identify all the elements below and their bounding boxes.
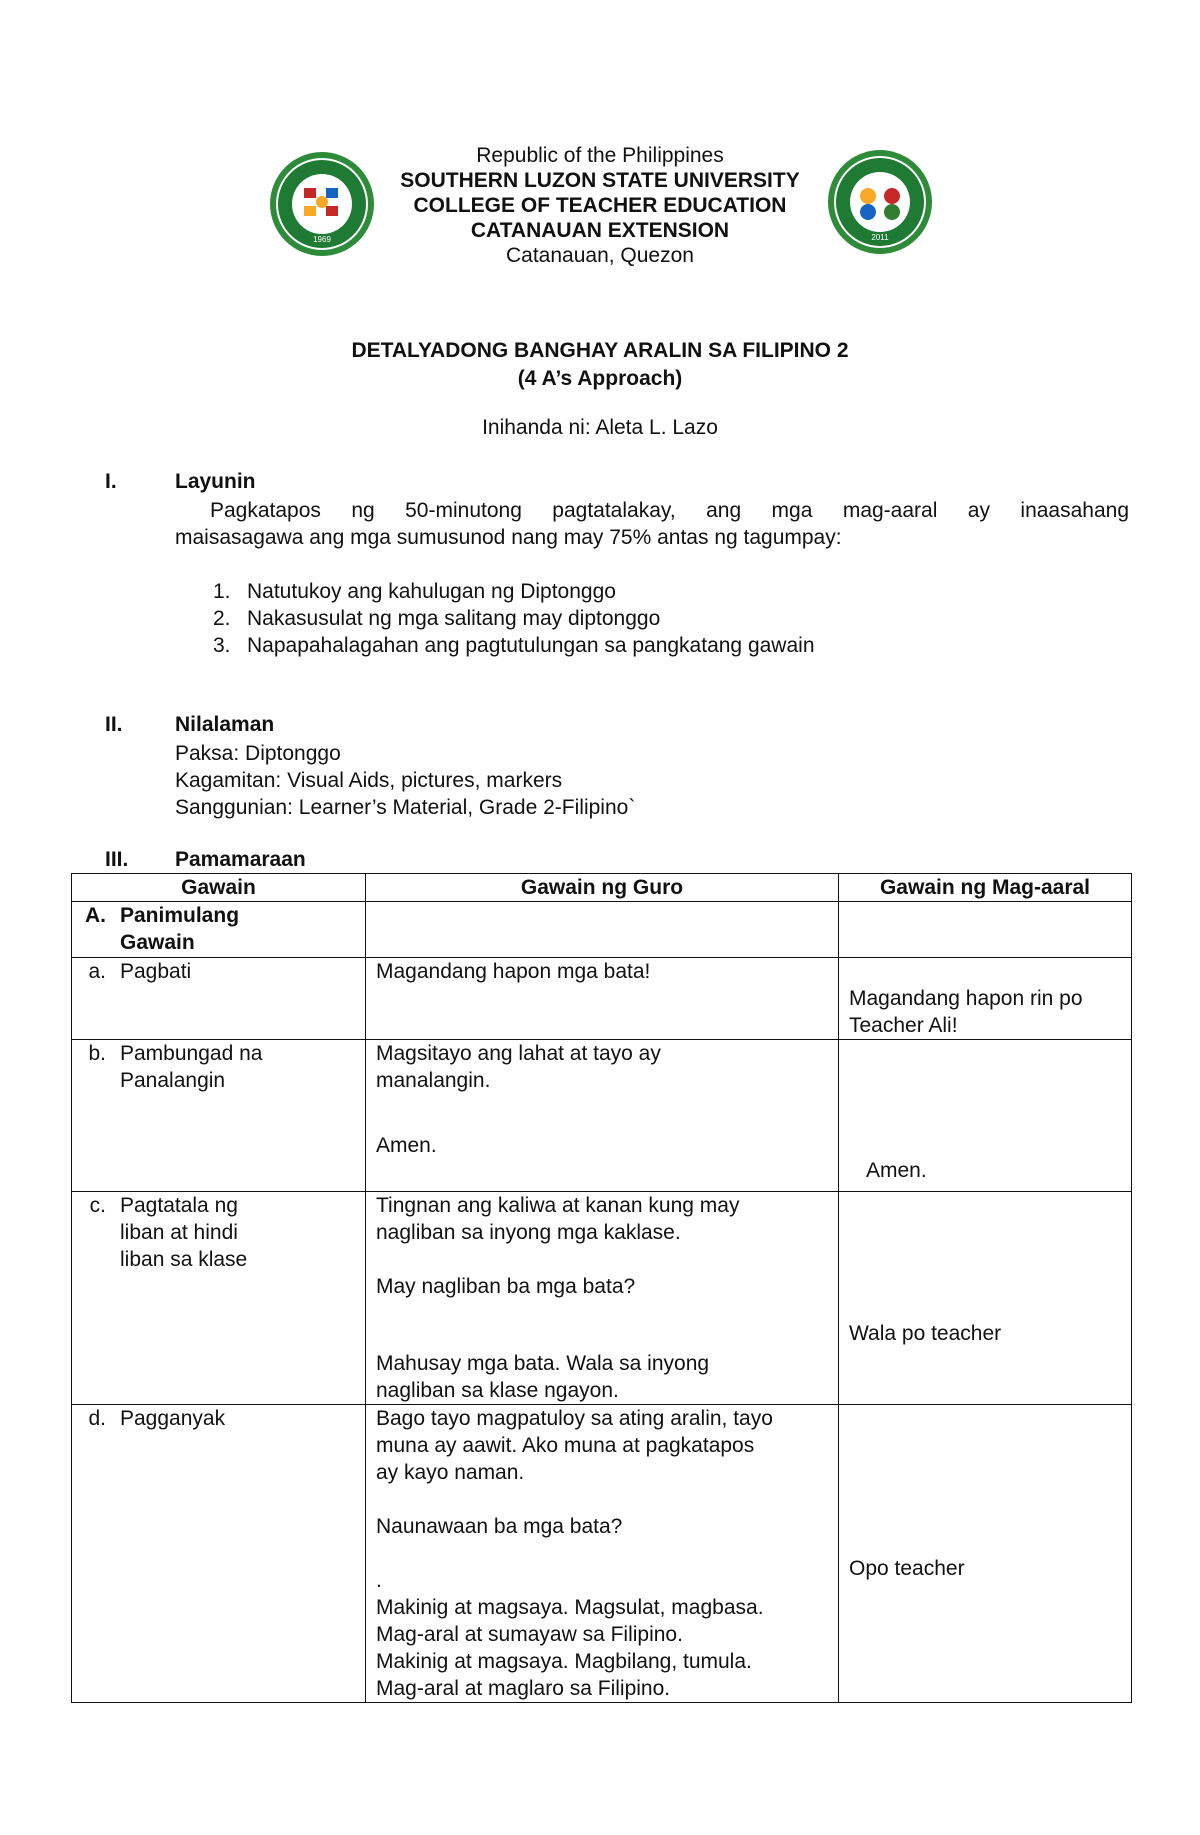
item-number: 2. <box>213 607 231 630</box>
activity-label: Gawain <box>120 931 195 954</box>
teacher-line: nagliban sa inyong mga kaklase. <box>376 1221 681 1244</box>
activity-cell <box>72 958 366 1040</box>
student-line: Wala po teacher <box>849 1322 1002 1345</box>
table-row <box>72 1040 1132 1192</box>
table-row <box>72 1192 1132 1405</box>
table-header-row <box>72 874 1132 902</box>
intro-line-1: Pagkatapos ng 50-minutong pagtatalakay, ang mga mag-aaral ay inaasahang <box>210 499 1129 522</box>
activity-label: Pambungad na <box>120 1042 263 1065</box>
activity-letter: d. <box>88 1407 106 1430</box>
table-row <box>72 1405 1132 1703</box>
college-name: COLLEGE OF TEACHER EDUCATION <box>413 194 787 217</box>
teacher-line: Makinig at magsaya. Magbilang, tumula. <box>376 1650 752 1673</box>
teacher-line: muna ay aawit. Ako muna at pagkatapos <box>376 1434 755 1457</box>
student-line: Amen. <box>866 1159 927 1182</box>
teacher-line: Makinig at magsaya. Magsulat, magbasa. <box>376 1596 764 1619</box>
student-line: Teacher Ali! <box>849 1014 958 1037</box>
activity-label: Pagtatala ng <box>120 1194 238 1217</box>
activity-letter: c. <box>89 1194 106 1217</box>
procedure-table <box>71 873 1132 1703</box>
teacher-line: Naunawaan ba mga bata? <box>376 1515 623 1538</box>
teacher-line: . <box>376 1569 382 1592</box>
activity-label: Pagganyak <box>120 1407 226 1430</box>
item-text: Nakasusulat ng mga salitang may diptonggo <box>247 607 661 630</box>
teacher-line: Mahusay mga bata. Wala sa inyong <box>376 1352 710 1375</box>
university-name: SOUTHERN LUZON STATE UNIVERSITY <box>400 169 800 192</box>
list-item <box>175 578 815 605</box>
teacher-line: Mag-aral at sumayaw sa Filipino. <box>376 1623 683 1646</box>
activity-letter: b. <box>88 1042 106 1065</box>
activity-label: Panimulang <box>120 904 240 927</box>
section-title: Nilalaman <box>175 713 275 736</box>
location-line: Catanauan, Quezon <box>506 244 694 267</box>
activity-label: liban sa klase <box>120 1248 248 1271</box>
title-line-2: (4 A’s Approach) <box>517 367 683 390</box>
paksa-line: Paksa: Diptonggo <box>175 742 341 765</box>
teacher-line: Magandang hapon mga bata! <box>376 960 651 983</box>
activity-cell <box>72 1040 366 1192</box>
teacher-line: nagliban sa klase ngayon. <box>376 1379 619 1402</box>
teacher-line: manalangin. <box>376 1069 491 1092</box>
teacher-line: May nagliban ba mga bata? <box>376 1275 636 1298</box>
objective-intro <box>175 497 1129 551</box>
teacher-line: Tingnan ang kaliwa at kanan kung may <box>376 1194 740 1217</box>
teacher-line: Mag-aral at maglaro sa Filipino. <box>376 1677 671 1700</box>
teacher-cell <box>366 1192 839 1405</box>
activity-label: Pagbati <box>120 960 192 983</box>
section-title: Pamamaraan <box>175 848 306 871</box>
teacher-line: Magsitayo ang lahat at tayo ay <box>376 1042 661 1065</box>
extension-name: CATANAUAN EXTENSION <box>470 219 730 242</box>
activity-label: Panalangin <box>120 1069 226 1092</box>
student-cell <box>839 902 1132 958</box>
content-details <box>175 740 635 821</box>
item-text: Natutukoy ang kahulugan ng Diptonggo <box>247 580 616 603</box>
section-number: II. <box>105 713 123 736</box>
teacher-cell <box>366 902 839 958</box>
teacher-cell <box>366 958 839 1040</box>
section-number: I. <box>105 470 117 493</box>
letterhead <box>300 143 900 268</box>
section-number: III. <box>105 848 129 871</box>
objectives-list <box>175 578 815 659</box>
item-number: 1. <box>213 580 231 603</box>
teacher-line: Bago tayo magpatuloy sa ating aralin, tayo <box>376 1407 773 1430</box>
teacher-line: Amen. <box>376 1134 437 1157</box>
column-header: Gawain <box>72 874 366 902</box>
teacher-line: ay kayo naman. <box>376 1461 525 1484</box>
student-cell <box>839 958 1132 1040</box>
teacher-cell <box>366 1040 839 1192</box>
title-line-1: DETALYADONG BANGHAY ARALIN SA FILIPINO 2 <box>351 339 849 362</box>
prepared-by: Inihanda ni: Aleta L. Lazo <box>482 416 718 439</box>
student-line: Opo teacher <box>849 1557 965 1580</box>
activity-cell <box>72 902 366 958</box>
column-header: Gawain ng Mag-aaral <box>839 874 1132 902</box>
student-cell <box>839 1192 1132 1405</box>
country-line: Republic of the Philippines <box>476 144 724 167</box>
activity-cell <box>72 1405 366 1703</box>
seal-year: 1969 <box>313 235 331 244</box>
activity-cell <box>72 1192 366 1405</box>
list-item <box>175 632 815 659</box>
student-line: Magandang hapon rin po <box>849 987 1083 1010</box>
item-number: 3. <box>213 634 231 657</box>
intro-line-2: maisasagawa ang mga sumusunod nang may 75% antas ng tagumpay: <box>175 526 842 549</box>
teacher-cell <box>366 1405 839 1703</box>
activity-letter: A. <box>85 904 106 927</box>
section-title: Layunin <box>175 470 256 493</box>
list-item <box>175 605 815 632</box>
seal-year: 2011 <box>871 233 889 242</box>
activity-label: liban at hindi <box>120 1221 238 1244</box>
activity-letter: a. <box>88 960 106 983</box>
table-row <box>72 958 1132 1040</box>
kagamitan-line: Kagamitan: Visual Aids, pictures, markers <box>175 769 563 792</box>
table-row <box>72 902 1132 958</box>
item-text: Napapahalagahan ang pagtutulungan sa pangkatang gawain <box>247 634 815 657</box>
sanggunian-line: Sanggunian: Learner’s Material, Grade 2-Filipino` <box>175 796 636 819</box>
column-header: Gawain ng Guro <box>366 874 839 902</box>
document-title <box>200 337 1000 393</box>
student-cell <box>839 1405 1132 1703</box>
student-cell <box>839 1040 1132 1192</box>
